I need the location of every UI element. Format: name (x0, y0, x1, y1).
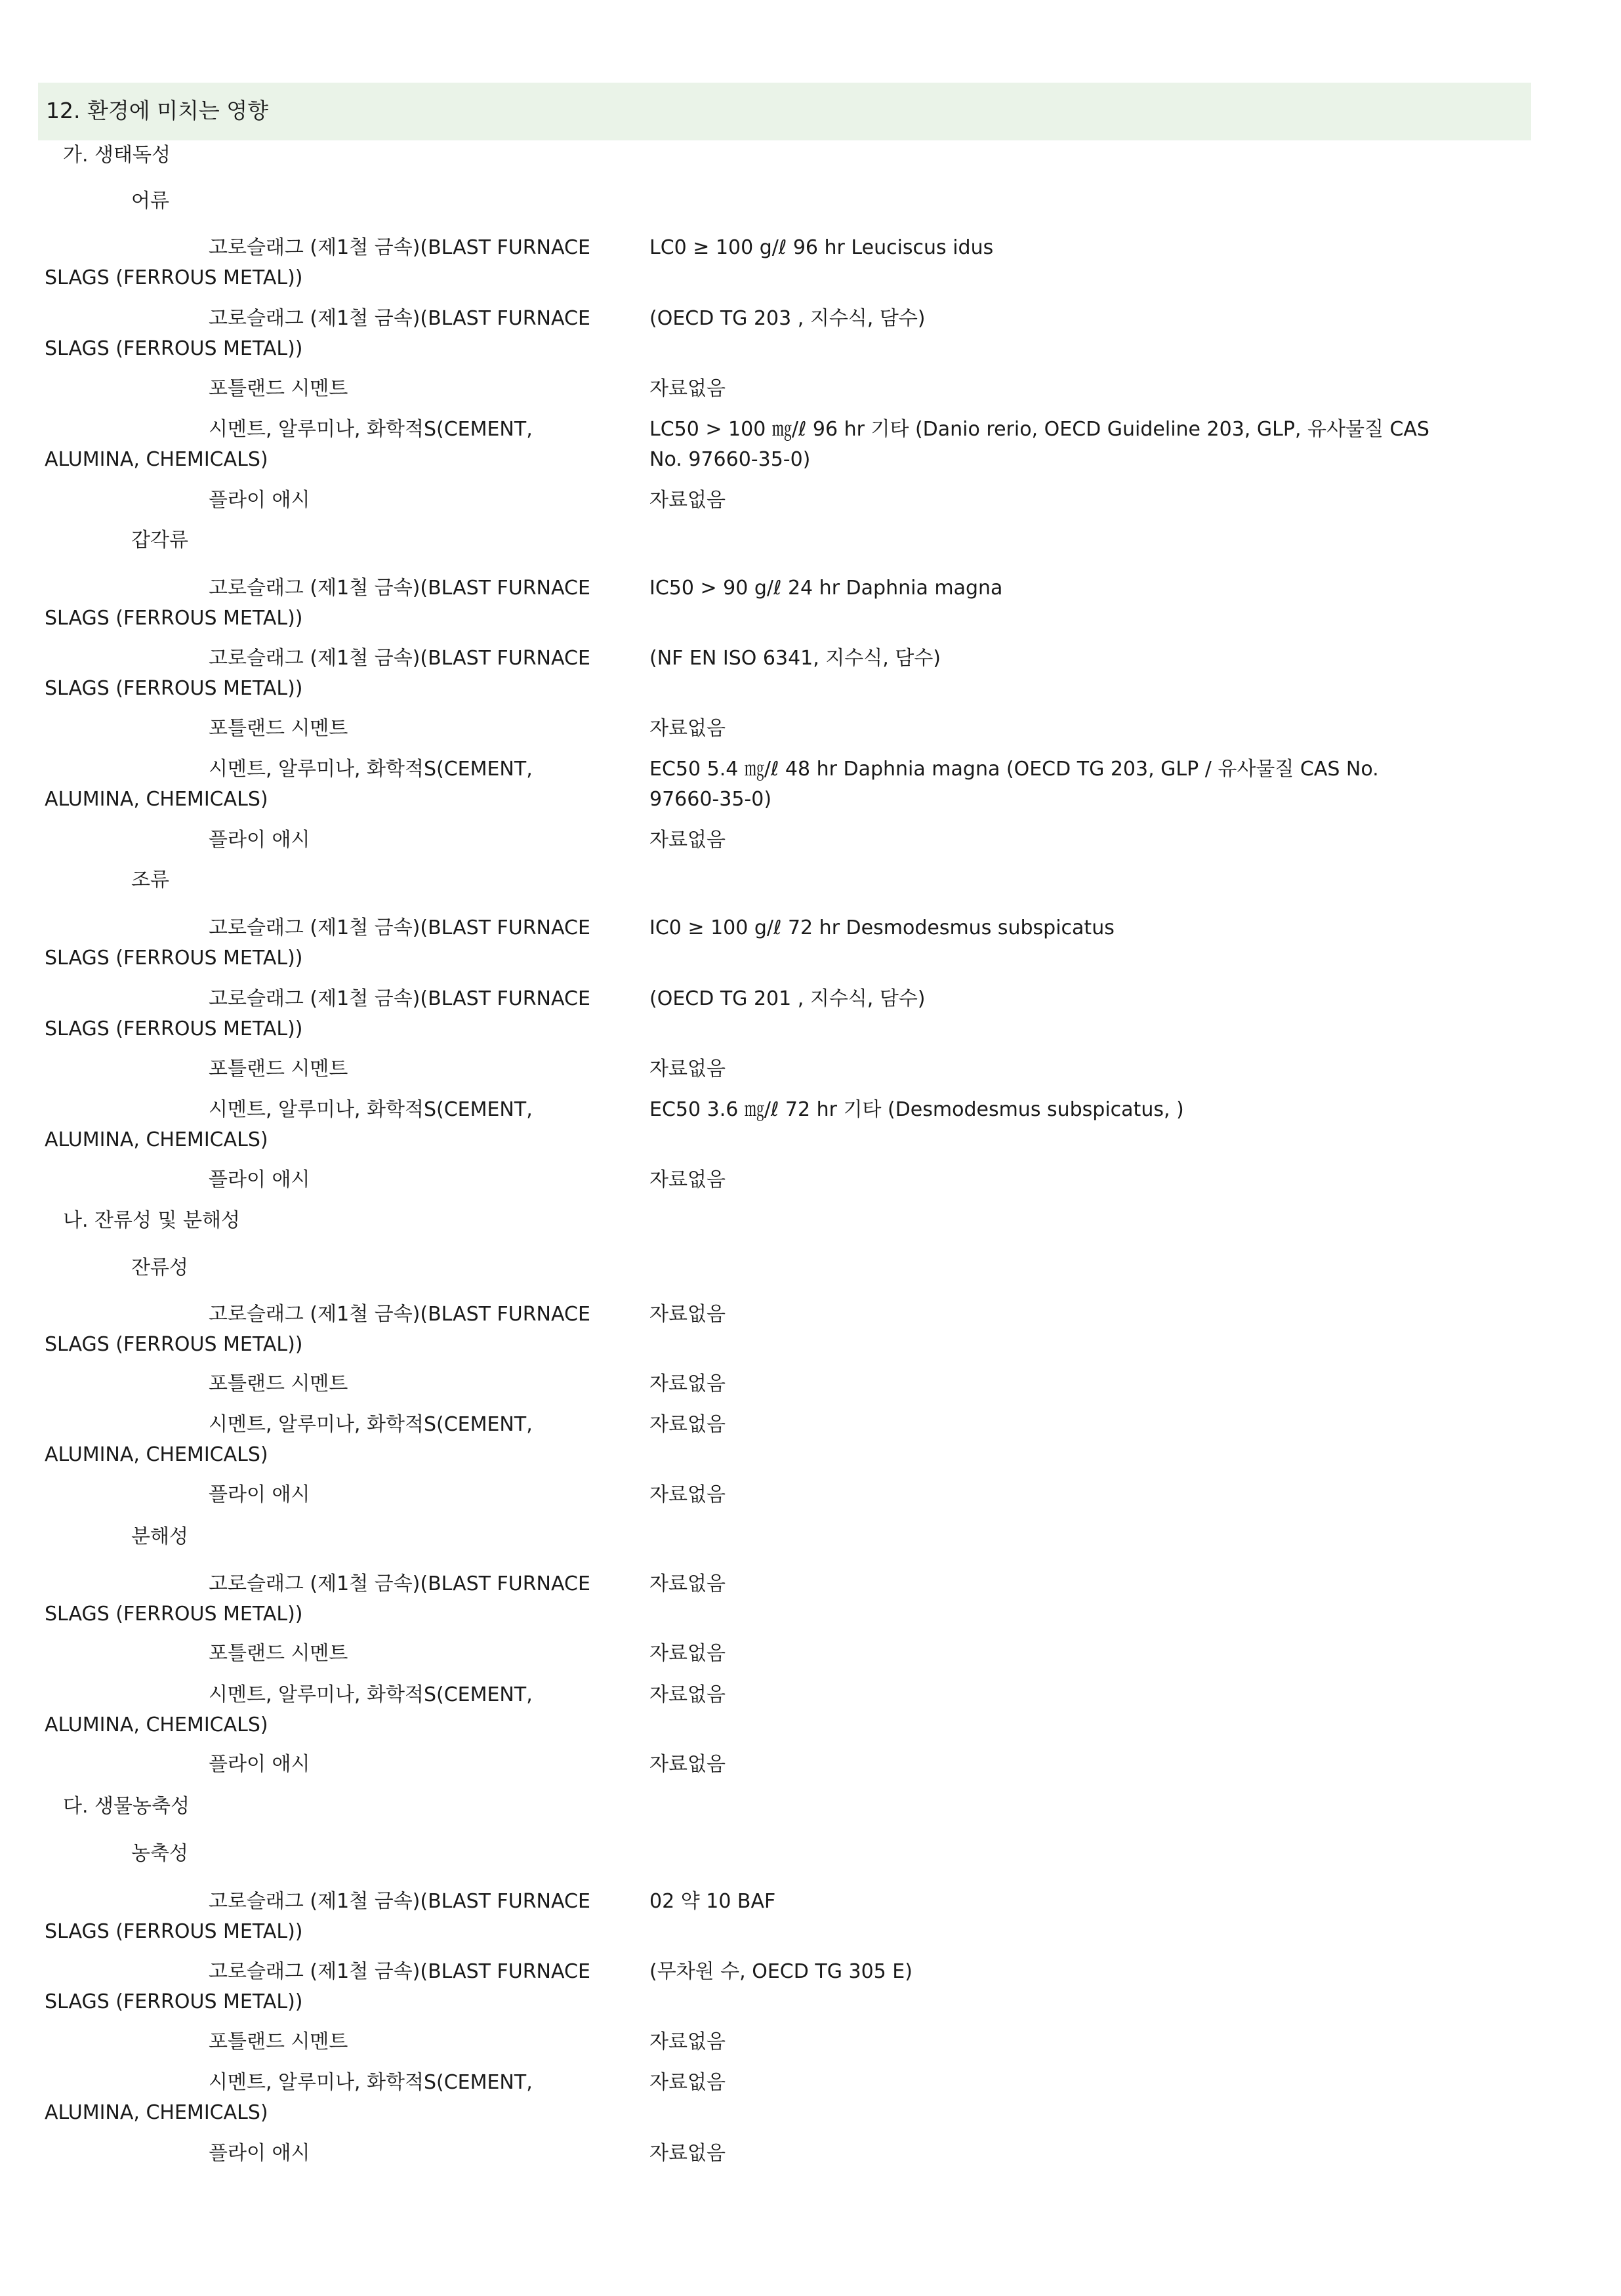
substance-value: 자료없음 (649, 1753, 726, 1776)
substance-value: 자료없음 (649, 1168, 726, 1191)
substance-value: 자료없음 (649, 1413, 726, 1436)
substance-name: 고로슬래그 (제1철 금속)(BLAST FURNACE SLAGS (FERROUS METAL)) (45, 307, 590, 360)
substance-value: 자료없음 (649, 2030, 726, 2053)
substance-value: LC50 > 100 ㎎/ℓ 96 hr 기타 (Danio rerio, OECD Guideline 203, GLP, 유사물질 CAS No. 97660-35-0) (649, 418, 1429, 471)
substance-name: 포틀랜드 시멘트 (209, 2030, 348, 2053)
category-crustacea: 갑각류 (131, 529, 188, 552)
substance-name: 고로슬래그 (제1철 금속)(BLAST FURNACE SLAGS (FERROUS METAL)) (45, 987, 590, 1040)
list-item (0, 984, 1621, 1050)
substance-value: (NF EN ISO 6341, 지수식, 담수) (649, 647, 941, 670)
substance-name: 고로슬래그 (제1철 금속)(BLAST FURNACE SLAGS (FERROUS METAL)) (45, 1960, 590, 2013)
substance-value: EC50 5.4 ㎎/ℓ 48 hr Daphnia magna (OECD TG 203, GLP / 유사물질 CAS No. 97660-35-0) (649, 758, 1379, 811)
substance-name: 고로슬래그 (제1철 금속)(BLAST FURNACE SLAGS (FERROUS METAL)) (45, 647, 590, 700)
substance-name: 포틀랜드 시멘트 (209, 377, 348, 400)
list-item (0, 1887, 1621, 1952)
substance-value: (무차원 수, OECD TG 305 E) (649, 1960, 913, 1983)
substance-value: 자료없음 (649, 829, 726, 851)
substance-name: 시멘트, 알루미나, 화학적S(CEMENT, ALUMINA, CHEMICALS) (45, 418, 533, 471)
section-title: 12. 환경에 미치는 영향 (46, 98, 268, 123)
substance-value: 자료없음 (649, 2142, 726, 2165)
substance-value: 자료없음 (649, 1057, 726, 1080)
substance-name: 포틀랜드 시멘트 (209, 1057, 348, 1080)
substance-value: IC0 ≥ 100 g/ℓ 72 hr Desmodesmus subspicatus (649, 916, 1115, 939)
list-item (0, 1165, 1621, 1231)
list-item (0, 415, 1621, 480)
substance-name: 플라이 애시 (209, 1753, 310, 1776)
list-item (0, 754, 1621, 820)
list-item (0, 1750, 1621, 1815)
substance-value: 자료없음 (649, 1683, 726, 1706)
list-item (0, 1300, 1621, 1365)
subsection-title-persistence: 나. 잔류성 및 분해성 (63, 1209, 240, 1232)
category-algae: 조류 (131, 869, 169, 892)
list-item (0, 644, 1621, 709)
list-item (0, 913, 1621, 979)
subsection-title-bioaccumulation: 다. 생물농축성 (63, 1795, 190, 1818)
substance-name: 포틀랜드 시멘트 (209, 1372, 348, 1395)
list-item (0, 573, 1621, 639)
substance-value: 자료없음 (649, 1303, 726, 1326)
category-concentration: 농축성 (131, 1842, 188, 1865)
substance-name: 시멘트, 알루미나, 화학적S(CEMENT, ALUMINA, CHEMICALS) (45, 2071, 533, 2124)
substance-name: 플라이 애시 (209, 829, 310, 851)
list-item (0, 825, 1621, 891)
category-degradation: 분해성 (131, 1525, 188, 1548)
substance-value: LC0 ≥ 100 g/ℓ 96 hr Leuciscus idus (649, 236, 994, 259)
substance-value: 자료없음 (649, 2071, 726, 2094)
substance-name: 플라이 애시 (209, 489, 310, 512)
subsection-title-ecotoxicity: 가. 생태독성 (63, 144, 171, 167)
list-item (0, 1569, 1621, 1635)
substance-value: 02 약 10 BAF (649, 1890, 776, 1913)
list-item (0, 233, 1621, 298)
substance-value: 자료없음 (649, 1642, 726, 1665)
substance-value: 자료없음 (649, 717, 726, 740)
substance-value: IC50 > 90 g/ℓ 24 hr Daphnia magna (649, 577, 1003, 600)
list-item (0, 485, 1621, 551)
list-item (0, 1095, 1621, 1160)
substance-name: 시멘트, 알루미나, 화학적S(CEMENT, ALUMINA, CHEMICALS) (45, 1413, 533, 1466)
substance-value: (OECD TG 203 , 지수식, 담수) (649, 307, 926, 330)
list-item (0, 1410, 1621, 1475)
substance-name: 고로슬래그 (제1철 금속)(BLAST FURNACE SLAGS (FERROUS METAL)) (45, 1890, 590, 1943)
substance-name: 플라이 애시 (209, 1483, 310, 1506)
substance-value: (OECD TG 201 , 지수식, 담수) (649, 987, 926, 1010)
substance-value: 자료없음 (649, 1483, 726, 1506)
list-item (0, 1957, 1621, 2022)
list-item (0, 2068, 1621, 2133)
list-item (0, 1480, 1621, 1546)
substance-name: 포틀랜드 시멘트 (209, 717, 348, 740)
substance-name: 플라이 애시 (209, 2142, 310, 2165)
substance-value: 자료없음 (649, 1572, 726, 1595)
substance-value: 자료없음 (649, 1372, 726, 1395)
section-header (38, 83, 1531, 140)
substance-name: 고로슬래그 (제1철 금속)(BLAST FURNACE SLAGS (FERROUS METAL)) (45, 577, 590, 630)
substance-name: 포틀랜드 시멘트 (209, 1642, 348, 1665)
substance-name: 고로슬래그 (제1철 금속)(BLAST FURNACE SLAGS (FERROUS METAL)) (45, 916, 590, 970)
substance-value: EC50 3.6 ㎎/ℓ 72 hr 기타 (Desmodesmus subspicatus, ) (649, 1098, 1184, 1121)
substance-name: 시멘트, 알루미나, 화학적S(CEMENT, ALUMINA, CHEMICALS) (45, 1683, 533, 1736)
category-fish: 어류 (131, 190, 169, 213)
substance-name: 시멘트, 알루미나, 화학적S(CEMENT, ALUMINA, CHEMICALS) (45, 1098, 533, 1151)
list-item (0, 1680, 1621, 1746)
substance-name: 플라이 애시 (209, 1168, 310, 1191)
list-item (0, 304, 1621, 369)
category-residual: 잔류성 (131, 1256, 188, 1279)
substance-name: 고로슬래그 (제1철 금속)(BLAST FURNACE SLAGS (FERROUS METAL)) (45, 1303, 590, 1356)
substance-name: 고로슬래그 (제1철 금속)(BLAST FURNACE SLAGS (FERROUS METAL)) (45, 236, 590, 289)
substance-name: 고로슬래그 (제1철 금속)(BLAST FURNACE SLAGS (FERROUS METAL)) (45, 1572, 590, 1626)
substance-value: 자료없음 (649, 377, 726, 400)
list-item (0, 2139, 1621, 2204)
substance-value: 자료없음 (649, 489, 726, 512)
substance-name: 시멘트, 알루미나, 화학적S(CEMENT, ALUMINA, CHEMICALS) (45, 758, 533, 811)
